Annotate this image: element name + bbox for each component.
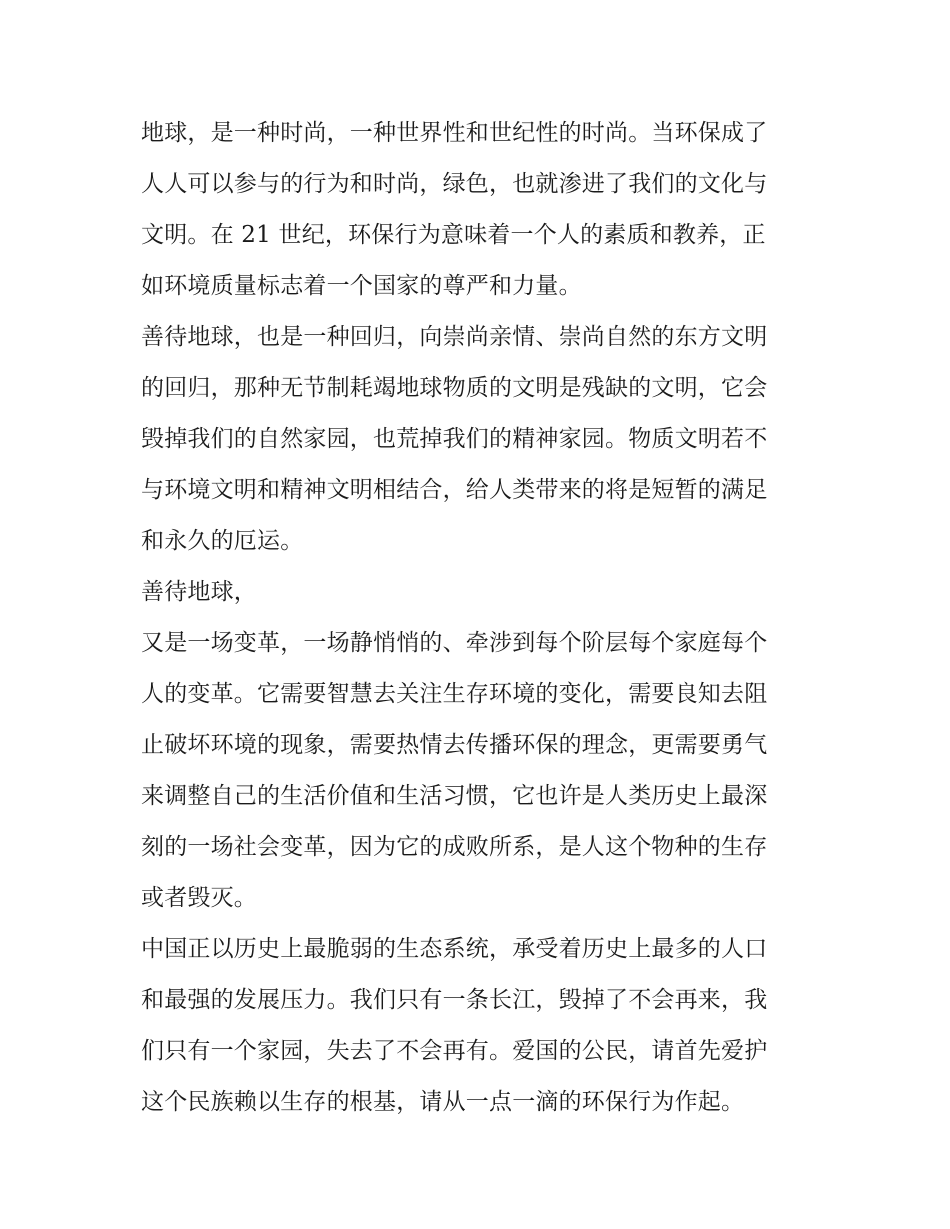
text-line: 和永久的厄运。 (141, 528, 304, 554)
text-line: 善待地球，也是一种回归，向崇尚亲情、崇尚自然的东方文明 (141, 324, 768, 350)
text-line: 来调整自己的生活价值和生活习惯，它也许是人类历史上最深 (141, 783, 768, 809)
text-line: 人的变革。它需要智慧去关注生存环境的变化，需要良知去阻 (141, 681, 768, 707)
text-line: 和最强的发展压力。我们只有一条长江，毁掉了不会再来，我 (141, 987, 768, 1013)
text-line: 中国正以历史上最脆弱的生态系统，承受着历史上最多的人口 (141, 936, 768, 962)
text-line: 们只有一个家园，失去了不会再有。爱国的公民，请首先爱护 (141, 1038, 768, 1064)
text-line: 与环境文明和精神文明相结合，给人类带来的将是短暂的满足 (141, 477, 768, 503)
text-line: 毁掉我们的自然家园，也荒掉我们的精神家园。物质文明若不 (141, 426, 768, 452)
text-line: 人人可以参与的行为和时尚，绿色，也就渗进了我们的文化与 (141, 171, 768, 197)
document-body (141, 108, 821, 1128)
text-line: 或者毁灭。 (141, 885, 257, 911)
text-line: 如环境质量标志着一个国家的尊严和力量。 (141, 273, 582, 299)
text-line: 刻的一场社会变革，因为它的成败所系，是人这个物种的生存 (141, 834, 768, 860)
text-line: 止破坏环境的现象，需要热情去传播环保的理念，更需要勇气 (141, 732, 768, 758)
text-line: 地球，是一种时尚，一种世界性和世纪性的时尚。当环保成了 (141, 120, 768, 146)
text-line: 善待地球， (141, 579, 257, 605)
text-line: 文明。在 21 世纪，环保行为意味着一个人的素质和教养，正 (141, 222, 766, 248)
text-line: 又是一场变革，一场静悄悄的、牵涉到每个阶层每个家庭每个 (141, 630, 768, 656)
text-line: 的回归，那种无节制耗竭地球物质的文明是残缺的文明，它会 (141, 375, 768, 401)
text-line: 这个民族赖以生存的根基，请从一点一滴的环保行为作起。 (141, 1089, 745, 1115)
